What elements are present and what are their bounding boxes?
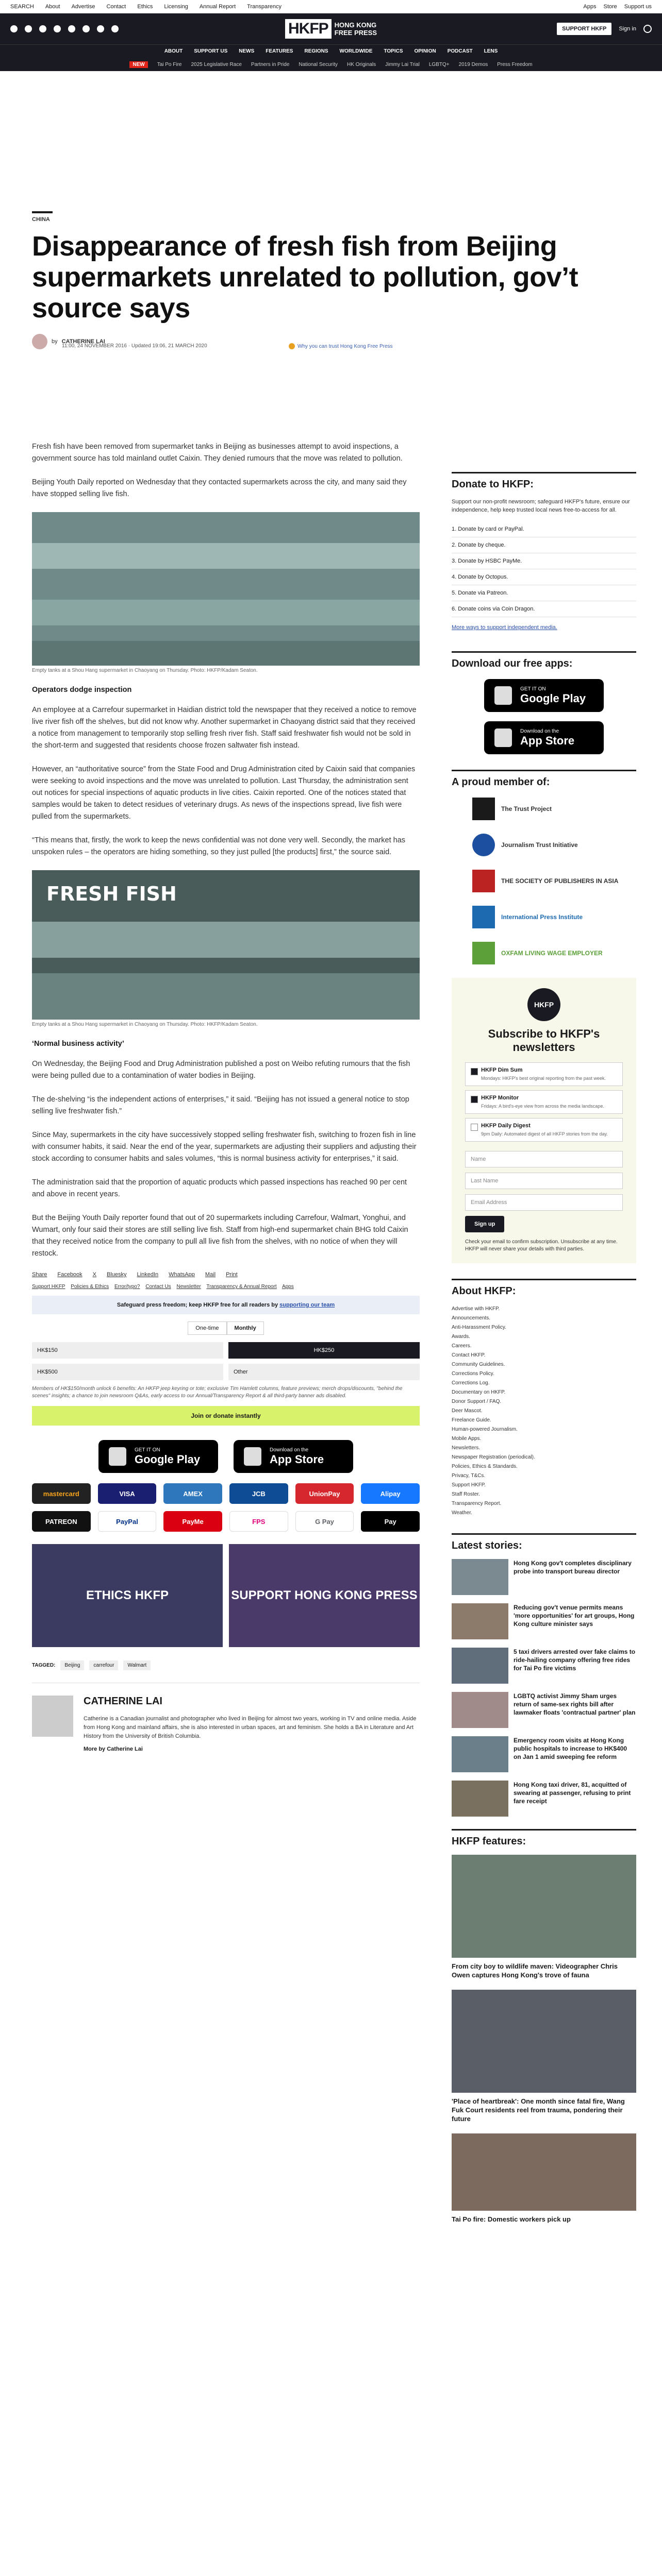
- share-linkedin[interactable]: LinkedIn: [137, 1272, 159, 1278]
- paypal-icon: PayPal: [98, 1511, 157, 1532]
- trust-icon: [289, 343, 295, 349]
- paragraph: However, an “authoritative source” from the State Food and Drug Administration cited by Caixin said that companies were seeking to avoid inspections and the move was unrelated to pollution. Last Thursday, the administration sent out notices for special inspections of aquatic products in live cities. Caixin reported. One of the notices stated that samples would be taken to detect residues of veterinary drugs. As news of the inspections spread, live fish were pulled from the supermarkets.: [32, 765, 416, 821]
- donation-tiers: [32, 1342, 420, 1380]
- share-whatsapp[interactable]: WhatsApp: [169, 1272, 195, 1278]
- linkedin-icon[interactable]: [82, 25, 90, 32]
- subnav-item[interactable]: HK Originals: [346, 61, 376, 67]
- signup-button[interactable]: Sign up: [465, 1216, 504, 1232]
- footer-link[interactable]: Transparency & Annual Report: [206, 1284, 277, 1290]
- feature-title[interactable]: 'Place of heartbreak': One month since fatal fire, Wang Fuk Court residents reel from trauma, pondering their future: [452, 2097, 625, 2123]
- topbar-transparency[interactable]: Transparency: [247, 3, 282, 10]
- more-ways-link[interactable]: More ways to support independent media.: [452, 624, 557, 631]
- about-link[interactable]: Corrections Policy.: [452, 1371, 494, 1377]
- paragraph: Fresh fish have been removed from supermarket tanks in Beijing as businesses attempt to avoid inspections, a government source has told mainland outlet Caixin. They denied rumours that the move was related to pollution.: [32, 443, 403, 463]
- subheading: Operators dodge inspection: [32, 686, 132, 694]
- oxfam-icon: [472, 942, 495, 964]
- about-link[interactable]: Anti-Harassment Policy.: [452, 1325, 506, 1330]
- subnav-item[interactable]: 2025 Legislative Race: [191, 61, 242, 67]
- last-name-input[interactable]: Last Name: [465, 1173, 623, 1189]
- gpay-icon: G Pay: [295, 1511, 354, 1532]
- share-facebook[interactable]: Facebook: [57, 1272, 82, 1278]
- membership-note: Members of HK$150/month unlock 6 benefits: An HKFP jeep keyring or tote; exclusive Tim Hamlett columns, feature previews; merch drops/discounts, "behind the scenes" insights; a chance to join newsroom Q&As, early access to our Annual/Transparency Report & all third-party banner ads disabled.: [32, 1386, 403, 1399]
- nav-about[interactable]: ABOUT: [164, 48, 183, 54]
- tag[interactable]: carrefour: [89, 1660, 118, 1670]
- subnav-item[interactable]: 2019 Demos: [458, 61, 488, 67]
- share-x[interactable]: X: [92, 1272, 97, 1278]
- tier-250[interactable]: HK$250: [228, 1342, 420, 1359]
- topbar-ethics[interactable]: Ethics: [137, 3, 153, 10]
- payme-icon: PayMe: [163, 1511, 222, 1532]
- author-name[interactable]: CATHERINE LAI: [84, 1696, 162, 1707]
- name-input[interactable]: Name: [465, 1151, 623, 1167]
- tag-list: [32, 1660, 420, 1670]
- promo-banners: [32, 1544, 420, 1647]
- newsletter-logo: HKFP: [527, 988, 560, 1021]
- about-link[interactable]: Awards.: [452, 1334, 470, 1340]
- latest-story[interactable]: Emergency room visits at Hong Kong public hospitals to increase to HK$400 on Jan 1 amid sweeping fee reform: [452, 1736, 636, 1772]
- topbar-advertise[interactable]: Advertise: [71, 3, 95, 10]
- fps-icon: FPS: [229, 1511, 288, 1532]
- paragraph: On Wednesday, the Beijing Food and Drug Administration published a post on Weibo refuting rumours that the fish were being pulled due to a contamination of water bodies in Beijing.: [32, 1060, 410, 1080]
- applepay-icon: Pay: [361, 1511, 420, 1532]
- story-thumb: [452, 1781, 508, 1817]
- story-thumb: [452, 1559, 508, 1595]
- social-icons: [10, 25, 119, 32]
- about-link[interactable]: Donor Support / FAQ.: [452, 1399, 502, 1404]
- newsletter-note: Check your email to confirm subscription. Unsubscribe at any time. HKFP will never share your details with third parties.: [465, 1239, 618, 1252]
- about-heading: About HKFP:: [452, 1279, 636, 1297]
- topbar-store[interactable]: Store: [603, 3, 617, 10]
- trust-project-icon: [472, 798, 495, 820]
- monthly-tab[interactable]: Monthly: [227, 1321, 264, 1335]
- payment-methods: [32, 1483, 420, 1532]
- share-label: Share: [32, 1272, 47, 1278]
- google-play-badge[interactable]: GET IT ON Google Play: [98, 1440, 218, 1473]
- search-icon[interactable]: [643, 25, 652, 33]
- footer-link[interactable]: Contact Us: [145, 1284, 171, 1290]
- sign-in-link[interactable]: Sign in: [619, 26, 636, 32]
- author-link[interactable]: CATHERINE LAI: [61, 338, 105, 345]
- topbar-search[interactable]: SEARCH: [10, 3, 34, 10]
- new-badge: NEW: [129, 61, 147, 68]
- latest-story[interactable]: 5 taxi drivers arrested over fake claims to ride-hailing company offering free rides for Tai Po fire victims: [452, 1648, 636, 1684]
- logo-mark: HKFP: [285, 19, 332, 39]
- author-photo: [32, 1696, 73, 1737]
- apps-heading: Download our free apps:: [452, 651, 636, 670]
- tags-label: TAGGED:: [32, 1663, 56, 1668]
- author-avatar: [32, 334, 47, 349]
- member-logo[interactable]: OXFAM LIVING WAGE EMPLOYER: [472, 942, 636, 964]
- about-link[interactable]: Staff Roster.: [452, 1492, 480, 1497]
- article-body: [32, 441, 420, 1752]
- topbar-apps[interactable]: Apps: [583, 3, 597, 10]
- story-thumb: [452, 1736, 508, 1772]
- tier-500[interactable]: HK$500: [32, 1364, 223, 1380]
- member-heading: A proud member of:: [452, 770, 636, 788]
- article-title: Disappearance of fresh fish from Beijing supermarkets unrelated to pollution, gov’t source says: [32, 231, 578, 324]
- about-link[interactable]: Advertise with HKFP.: [452, 1306, 500, 1312]
- about-links: [452, 1304, 636, 1518]
- donate-intro: Support our non-profit newsroom; safeguard HKFP's future, ensure our independence, help keep trusted local news free-to-access for all.: [452, 499, 630, 513]
- mastercard-icon: mastercard: [32, 1483, 91, 1504]
- tier-150[interactable]: HK$150: [32, 1342, 223, 1359]
- patreon-icon: PATREON: [32, 1511, 91, 1532]
- paragraph: The administration said that the proportion of aquatic products which passed inspections has reached 90 per cent and above in recent years.: [32, 1178, 407, 1198]
- topbar-support[interactable]: Support us: [624, 3, 652, 10]
- story-thumb: [452, 1603, 508, 1639]
- site-logo[interactable]: [285, 19, 377, 39]
- subnav-item[interactable]: Partners in Pride: [251, 61, 290, 67]
- photo-caption: Empty tanks at a Shou Hang supermarket in Chaoyang on Thursday. Photo: HKFP/Kadam Seaton.: [32, 668, 258, 673]
- paragraph: “This means that, firstly, the work to keep the news confidential was not done very well. Secondly, the market has unspoken rules – the operators are hiding something, so they just pulled [the products] first,” the source said.: [32, 836, 406, 856]
- category-rule: [32, 211, 53, 213]
- latest-story[interactable]: LGBTQ activist Jimmy Sham urges return of same-sex rights bill after lawmaker floats 'contractual partner' plan: [452, 1692, 636, 1728]
- donate-option[interactable]: 2. Donate by cheque.: [452, 537, 636, 553]
- member-logo[interactable]: THE SOCIETY OF PUBLISHERS IN ASIA: [472, 870, 636, 892]
- alipay-icon: Alipay: [361, 1483, 420, 1504]
- about-link[interactable]: Transparency Report.: [452, 1501, 502, 1506]
- subnav-item[interactable]: Tai Po Fire: [157, 61, 182, 67]
- support-team-link[interactable]: supporting our team: [279, 1302, 335, 1308]
- paragraph: Since May, supermarkets in the city have successively stopped selling freshwater fish, switching to frozen fish in line with consumer habits, it said. Near the end of the year, supermarkets are adjusting their suppliers and adjusting their stock according to consumer habits and sales volumes, “this is normal business activity for enterprises,” it said.: [32, 1131, 417, 1163]
- share-bar: [32, 1272, 420, 1278]
- donate-option[interactable]: 6. Donate coins via Coin Dragon.: [452, 601, 636, 617]
- about-link[interactable]: Privacy, T&Cs.: [452, 1473, 486, 1479]
- about-link[interactable]: Documentary on HKFP.: [452, 1389, 506, 1395]
- author-bio: Catherine is a Canadian journalist and photographer who lived in Beijing for almost two years, working in TV and online media. Aside from Hong Kong and mainland affairs, she is also interested in urban spaces, art and feminism. She holds a BA in Literature and Art History from the University of British Columbia.: [84, 1716, 417, 1739]
- donate-option[interactable]: 3. Donate by HSBC PayMe.: [452, 553, 636, 569]
- latest-story[interactable]: Hong Kong taxi driver, 81, acquitted of swearing at passenger, refusing to print fare receipt: [452, 1781, 636, 1817]
- article-category[interactable]: CHINA: [32, 216, 50, 223]
- newsletter-widget: [452, 978, 636, 1263]
- about-link[interactable]: Corrections Log.: [452, 1380, 490, 1386]
- article-photo-1[interactable]: [32, 512, 420, 666]
- frequency-toggle: [32, 1321, 420, 1335]
- subnav-item[interactable]: LGBTQ+: [428, 61, 450, 67]
- trust-text: Why you can trust Hong Kong Free Press: [297, 343, 393, 349]
- footer-link[interactable]: Error/typo?: [114, 1284, 140, 1290]
- paragraph: An employee at a Carrefour supermarket in Haidian district told the newspaper that they received a notice to remove live river fish off the shelves, but did not know why. Another supermarket in Chaoyang district said that they received a notice from management to temporarily stop selling fresh river fish. Staff said freshwater fish would not be sold in the short-term and suggested that residents choose frozen saltwater fish instead.: [32, 706, 417, 750]
- subheading: ‘Normal business activity’: [32, 1040, 124, 1048]
- x-icon[interactable]: [25, 25, 32, 32]
- share-mail[interactable]: Mail: [205, 1272, 216, 1278]
- feature-image[interactable]: [452, 2133, 636, 2211]
- subnav-item[interactable]: Jimmy Lai Trial: [385, 61, 420, 67]
- author-box: [32, 1683, 420, 1752]
- byline-by: by: [52, 338, 58, 345]
- app-store-badge[interactable]: Download on the App Store: [234, 1440, 353, 1473]
- nav-worldwide[interactable]: WORLDWIDE: [339, 48, 373, 54]
- tier-other[interactable]: Other: [228, 1364, 420, 1380]
- feature-title[interactable]: From city boy to wildlife maven: Videographer Chris Owen captures Hong Kong's trove of fauna: [452, 1962, 618, 1979]
- paragraph: But the Beijing Youth Daily reporter found that out of 20 supermarkets including Carrefour, Walmart, Yonghui, and Wumart, only four said their stores are still selling live fish. Staff from high-end supermarket chain BHG told Caixin that they received notice from the company to pull all live fish from the shelves, with no notice of when they will restock.: [32, 1214, 408, 1258]
- sidebar: [452, 472, 636, 2234]
- share-print[interactable]: Print: [226, 1272, 238, 1278]
- nav-regions[interactable]: REGIONS: [304, 48, 328, 54]
- newsletter-option[interactable]: HKFP Daily Digest 9pm Daily: Automated digest of all HKFP stories from the day.: [465, 1118, 623, 1142]
- one-time-tab[interactable]: One-time: [188, 1321, 226, 1335]
- member-logo[interactable]: Journalism Trust Initiative: [472, 834, 636, 856]
- about-link[interactable]: Deer Mascot.: [452, 1408, 483, 1414]
- sub-nav: [0, 58, 662, 71]
- subnav-item[interactable]: National Security: [299, 61, 338, 67]
- article-photo-2[interactable]: [32, 870, 420, 1020]
- newsletter-heading: Subscribe to HKFP's newsletters: [488, 1027, 600, 1054]
- newsletter-option[interactable]: HKFP Dim Sum Mondays: HKFP's best original reporting from the past week.: [465, 1062, 623, 1086]
- topbar-contact[interactable]: Contact: [106, 3, 126, 10]
- subnav-item[interactable]: Press Freedom: [497, 61, 533, 67]
- support-banner[interactable]: SUPPORT HONG KONG PRESS: [229, 1544, 420, 1647]
- about-link[interactable]: Weather.: [452, 1510, 472, 1516]
- donate-widget: [452, 472, 636, 631]
- share-bluesky[interactable]: Bluesky: [107, 1272, 127, 1278]
- app-store-badge[interactable]: Download on the App Store: [484, 721, 604, 754]
- tag[interactable]: Walmart: [123, 1660, 151, 1670]
- paragraph: Beijing Youth Daily reported on Wednesday that they contacted supermarkets across the city, and many said they have stopped selling live fish.: [32, 478, 407, 498]
- site-header: [0, 13, 662, 44]
- logo-text: HONG KONG FREE PRESS: [334, 21, 377, 37]
- story-thumb: [452, 1648, 508, 1684]
- footer-link[interactable]: Policies & Ethics: [71, 1284, 109, 1290]
- about-link[interactable]: Mobile Apps.: [452, 1436, 482, 1442]
- unionpay-icon: UnionPay: [295, 1483, 354, 1504]
- jcb-icon: JCB: [229, 1483, 288, 1504]
- about-link[interactable]: Announcements.: [452, 1315, 491, 1321]
- about-link[interactable]: Community Guidelines.: [452, 1362, 505, 1367]
- about-link[interactable]: Newsletters.: [452, 1445, 481, 1451]
- nav-podcast[interactable]: PODCAST: [447, 48, 473, 54]
- about-link[interactable]: Contact HKFP.: [452, 1352, 486, 1358]
- nav-topics[interactable]: TOPICS: [384, 48, 403, 54]
- photo-caption: Empty tanks at a Shou Hang supermarket in Chaoyang on Thursday. Photo: HKFP/Kadam Seaton.: [32, 1022, 258, 1027]
- youtube-icon[interactable]: [54, 25, 61, 32]
- feature-image[interactable]: [452, 1990, 636, 2093]
- topbar-about[interactable]: About: [45, 3, 60, 10]
- latest-heading: Latest stories:: [452, 1533, 636, 1552]
- join-button[interactable]: Join or donate instantly: [32, 1406, 420, 1426]
- footer-link[interactable]: Apps: [282, 1284, 294, 1290]
- about-link[interactable]: Human-powered Journalism.: [452, 1427, 518, 1432]
- donate-heading: Donate to HKFP:: [452, 472, 636, 490]
- about-link[interactable]: Careers.: [452, 1343, 472, 1349]
- latest-story[interactable]: Reducing gov't venue permits means 'more opportunities' for art groups, Hong Kong culture minister says: [452, 1603, 636, 1639]
- app-badges: [32, 1440, 420, 1473]
- donate-headline: Safeguard press freedom; keep HKFP free for all readers by supporting our team: [32, 1296, 420, 1314]
- about-link[interactable]: Newspaper Registration (periodical).: [452, 1454, 535, 1460]
- trust-link[interactable]: [289, 343, 393, 349]
- topbar-annual-report[interactable]: Annual Report: [199, 3, 236, 10]
- bluesky-icon[interactable]: [97, 25, 104, 32]
- nav-support[interactable]: SUPPORT US: [194, 48, 228, 54]
- utility-bar: [0, 0, 662, 13]
- telegram-icon[interactable]: [68, 25, 75, 32]
- footer-link[interactable]: Newsletter: [176, 1284, 201, 1290]
- article-footer-links: [32, 1284, 420, 1290]
- paragraph: The de-shelving “is the independent actions of enterprises,” it said. “Beijing has not issued a general notice to stop selling live freshwater fish.”: [32, 1095, 409, 1115]
- more-by-author-link[interactable]: More by Catherine Lai: [84, 1746, 143, 1752]
- feature-title[interactable]: Tai Po fire: Domestic workers pick up: [452, 2215, 571, 2223]
- google-play-badge[interactable]: GET IT ON Google Play: [484, 679, 604, 712]
- email-input[interactable]: Email Address: [465, 1194, 623, 1211]
- instagram-icon[interactable]: [39, 25, 46, 32]
- facebook-icon[interactable]: [10, 25, 18, 32]
- donate-option[interactable]: 1. Donate by card or PayPal.: [452, 521, 636, 537]
- nav-features[interactable]: FEATURES: [266, 48, 293, 54]
- donate-option[interactable]: 5. Donate via Patreon.: [452, 585, 636, 601]
- about-link[interactable]: Policies, Ethics & Standards.: [452, 1464, 518, 1469]
- ipi-icon: [472, 906, 495, 928]
- latest-story[interactable]: Hong Kong gov't completes disciplinary probe into transport bureau director: [452, 1559, 636, 1595]
- newsletter-option[interactable]: HKFP Monitor Fridays: A bird's-eye view from across the media landscape.: [465, 1090, 623, 1114]
- about-link[interactable]: Freelance Guide.: [452, 1417, 491, 1423]
- tag[interactable]: Beijing: [60, 1660, 84, 1670]
- member-logo[interactable]: International Press Institute: [472, 906, 636, 928]
- rss-icon[interactable]: [111, 25, 119, 32]
- ethics-banner[interactable]: ETHICS HKFP: [32, 1544, 223, 1647]
- feature-image[interactable]: [452, 1855, 636, 1958]
- features-list: [452, 1855, 636, 2224]
- nav-news[interactable]: NEWS: [239, 48, 255, 54]
- article-meta: 11:00, 24 NOVEMBER 2016 · Updated 19:06, 21 MARCH 2020: [62, 343, 207, 349]
- jti-icon: [472, 834, 495, 856]
- about-link[interactable]: Support HKFP.: [452, 1482, 486, 1488]
- nav-lens[interactable]: LENS: [484, 48, 498, 54]
- topbar-licensing[interactable]: Licensing: [164, 3, 188, 10]
- member-logo[interactable]: The Trust Project: [472, 798, 636, 820]
- visa-icon: VISA: [98, 1483, 157, 1504]
- features-heading: HKFP features:: [452, 1829, 636, 1848]
- donate-option[interactable]: 4. Donate by Octopus.: [452, 569, 636, 585]
- sopa-icon: [472, 870, 495, 892]
- amex-icon: AMEX: [163, 1483, 222, 1504]
- nav-opinion[interactable]: OPINION: [414, 48, 436, 54]
- support-hkfp-button[interactable]: SUPPORT HKFP: [557, 23, 611, 35]
- main-nav: [0, 44, 662, 58]
- story-thumb: [452, 1692, 508, 1728]
- footer-link[interactable]: Support HKFP: [32, 1284, 65, 1290]
- photo-sign-text: FRESH FISH: [46, 883, 177, 905]
